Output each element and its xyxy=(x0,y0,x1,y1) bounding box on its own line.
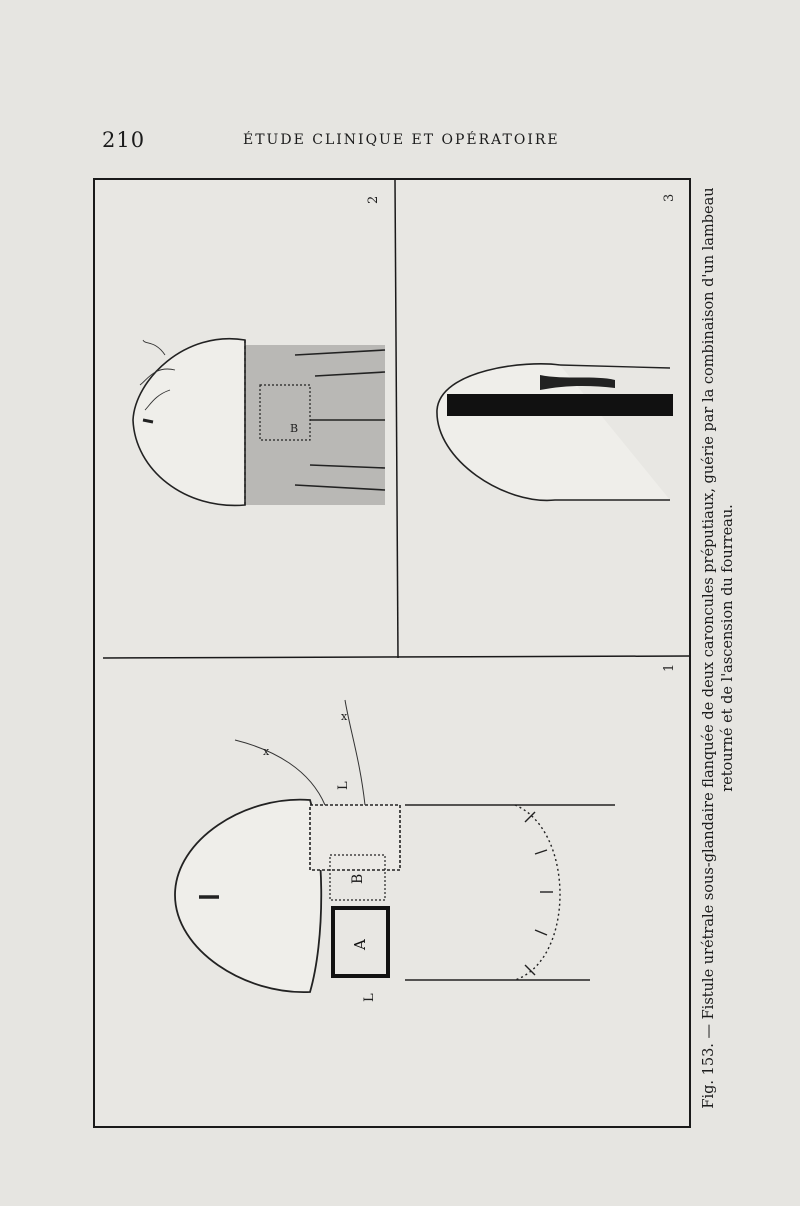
panel-divider-horizontal xyxy=(103,656,691,658)
panel-1-label-B: B xyxy=(350,873,366,884)
caption-line-1: Fistule urétrale sous-glandaire flanquée de deux caroncules préputiaux, guérie par la combinaison d'un lambeau xyxy=(701,187,717,1020)
panel-2-label-B: B xyxy=(290,422,299,435)
panel-3-number: 3 xyxy=(662,193,677,202)
panel-3-drawing xyxy=(437,194,677,501)
panel-1-label-L-bottom: L xyxy=(362,993,377,1002)
figure-plate xyxy=(93,178,691,1128)
figure-drawing xyxy=(95,180,691,1128)
panel-1-label-L-top: L xyxy=(336,781,351,790)
panel-1-label-A: A xyxy=(351,939,369,950)
panel-1-label-x1: x xyxy=(263,745,270,758)
panel-2-drawing xyxy=(133,196,385,506)
caption-line-2: retourné et de l'ascension du fourreau. xyxy=(720,504,736,792)
caption-fig-label: Fig. 153. — xyxy=(701,1023,717,1109)
panel-2-number: 2 xyxy=(366,195,381,204)
figure-caption xyxy=(700,168,738,1128)
panel-1-label-x2: x xyxy=(341,710,348,723)
page-number: 210 xyxy=(102,128,146,152)
panel-1-drawing xyxy=(175,664,677,1002)
panel-divider-vertical xyxy=(395,180,398,658)
running-title: ÉTUDE CLINIQUE ET OPÉRATOIRE xyxy=(243,132,560,148)
panel-1-number: 1 xyxy=(662,663,677,672)
